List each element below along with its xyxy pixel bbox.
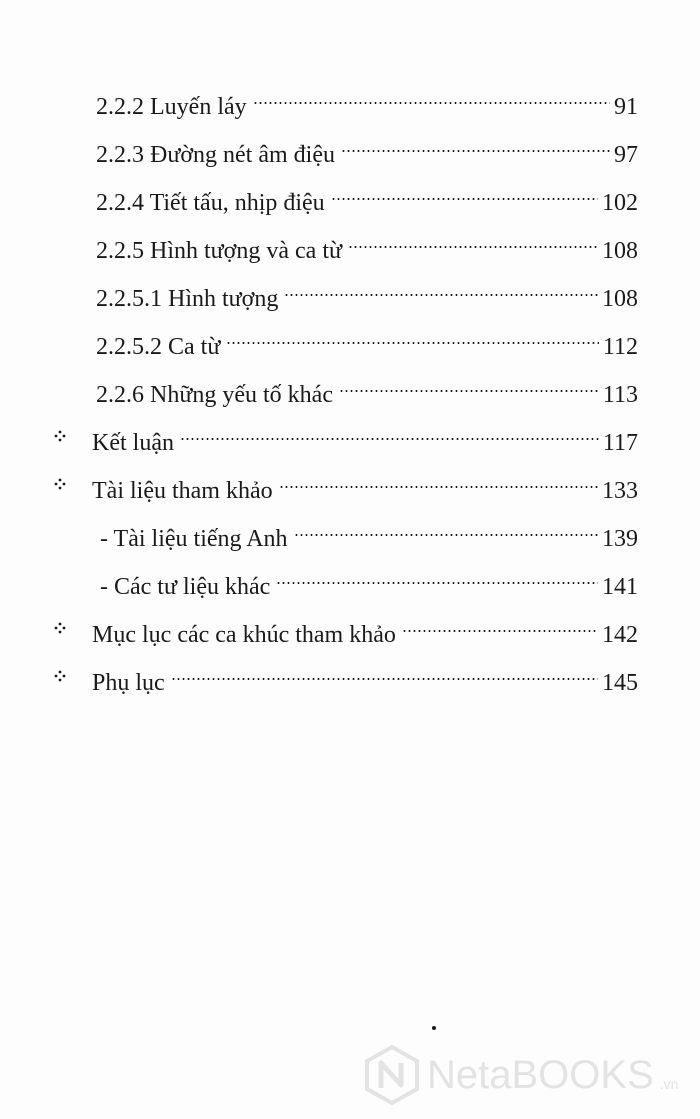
toc-dot-leader [224, 314, 601, 354]
toc-dot-leader [178, 410, 601, 450]
toc-entry [100, 506, 638, 552]
toc-entry-page: 133 [602, 478, 638, 504]
toc-dot-leader [274, 554, 600, 594]
toc-dot-leader [329, 170, 600, 210]
toc-entry [96, 266, 638, 312]
toc-dot-leader [251, 74, 612, 114]
toc-entry-page: 145 [602, 670, 638, 696]
toc-entry [96, 218, 638, 264]
page-mark-dot [431, 1025, 437, 1031]
toc-entry-title: Tài liệu tham khảo [92, 478, 273, 504]
toc-entry-title: 2.2.2 Luyến láy [96, 94, 247, 120]
toc-entry [96, 314, 638, 360]
toc-entry-page: 139 [602, 526, 638, 552]
toc-dot-leader [400, 602, 600, 642]
netabooks-watermark [363, 1040, 678, 1110]
watermark-brand: NetaBOOKS [427, 1053, 654, 1097]
toc-entry-page: 113 [602, 382, 638, 408]
toc-entry-title: Kết luận [92, 430, 174, 456]
toc-entry-page: 141 [602, 574, 638, 600]
toc-entry [96, 74, 638, 120]
toc-entry-title: Phụ lục [92, 670, 165, 696]
toc-entry-title: - Tài liệu tiếng Anh [100, 526, 288, 552]
toc-dot-leader [169, 650, 600, 690]
toc-entry-page: 97 [614, 142, 638, 168]
toc-entry-title: 2.2.4 Tiết tấu, nhịp điệu [96, 190, 325, 216]
toc-entry-title: 2.2.6 Những yếu tố khác [96, 382, 333, 408]
toc-entry-title: 2.2.5.2 Ca từ [96, 334, 221, 360]
toc-entry-title: 2.2.5 Hình tượng và ca từ [96, 238, 342, 264]
diamond-bullet-icon [52, 416, 68, 456]
toc-dot-leader [277, 458, 600, 498]
toc-entry-page: 117 [602, 430, 638, 456]
diamond-bullet-icon [52, 656, 68, 696]
toc-entry-title: - Các tư liệu khác [100, 574, 271, 600]
toc-entry-page: 108 [602, 286, 638, 312]
toc-dot-leader [339, 122, 612, 162]
toc-entry-page: 108 [602, 238, 638, 264]
toc-entry [96, 122, 638, 168]
netabooks-logo-icon [363, 1044, 421, 1106]
toc-dot-leader [292, 506, 600, 546]
watermark-suffix: .vn [659, 1076, 679, 1092]
toc-entry [92, 458, 638, 504]
toc-entry [92, 602, 638, 648]
toc-dot-leader [346, 218, 600, 258]
toc-entry [92, 650, 638, 696]
toc-dot-leader [337, 362, 601, 402]
toc-entry-title: 2.2.5.1 Hình tượng [96, 286, 279, 312]
toc-entry [96, 170, 638, 216]
toc-entry [92, 410, 638, 456]
toc-entry [100, 554, 638, 600]
toc-entry [96, 362, 638, 408]
toc-entry-title: Mục lục các ca khúc tham khảo [92, 622, 396, 648]
toc-entry-page: 102 [602, 190, 638, 216]
diamond-bullet-icon [52, 608, 68, 648]
toc-entry-page: 142 [602, 622, 638, 648]
toc-entry-page: 91 [614, 94, 638, 120]
toc-entry-page: 112 [602, 334, 638, 360]
toc-dot-leader [282, 266, 600, 306]
diamond-bullet-icon [52, 464, 68, 504]
toc-entry-title: 2.2.3 Đường nét âm điệu [96, 142, 335, 168]
